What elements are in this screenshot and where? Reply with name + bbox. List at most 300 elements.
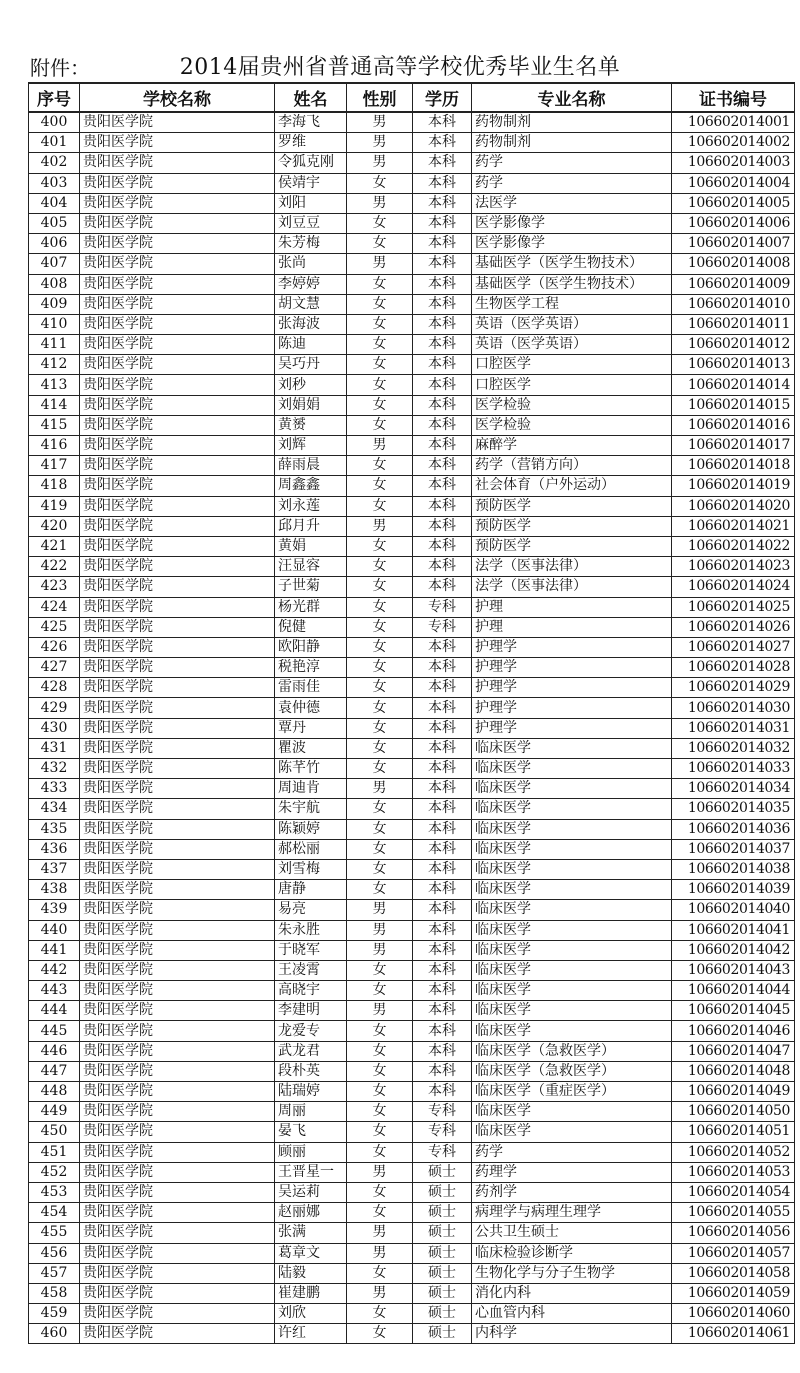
degree-cell: 本科 xyxy=(413,112,472,133)
index-cell: 413 xyxy=(29,375,80,395)
major-cell: 护理学 xyxy=(472,637,672,657)
name-cell: 张满 xyxy=(275,1223,347,1243)
major-cell: 预防医学 xyxy=(472,516,672,536)
table-row xyxy=(29,1324,795,1344)
table-row xyxy=(29,597,795,617)
column-header-name: 姓名 xyxy=(275,83,347,112)
major-cell: 社会体育（户外运动） xyxy=(472,476,672,496)
degree-cell: 本科 xyxy=(413,1021,472,1041)
degree-cell: 本科 xyxy=(413,153,472,173)
index-cell: 455 xyxy=(29,1223,80,1243)
degree-cell: 本科 xyxy=(413,1061,472,1081)
index-cell: 402 xyxy=(29,153,80,173)
certificate-cell: 106602014008 xyxy=(672,254,795,274)
certificate-cell: 106602014028 xyxy=(672,658,795,678)
degree-cell: 本科 xyxy=(413,577,472,597)
gender-cell: 女 xyxy=(347,738,413,758)
certificate-cell: 106602014039 xyxy=(672,880,795,900)
index-cell: 439 xyxy=(29,900,80,920)
name-cell: 崔建鹏 xyxy=(275,1283,347,1303)
name-cell: 薛雨晨 xyxy=(275,456,347,476)
attachment-label: 附件： xyxy=(30,56,90,80)
school-cell: 贵阳医学院 xyxy=(80,981,275,1001)
school-cell: 贵阳医学院 xyxy=(80,1243,275,1263)
name-cell: 周丽 xyxy=(275,1102,347,1122)
major-cell: 临床医学 xyxy=(472,779,672,799)
major-cell: 临床医学 xyxy=(472,940,672,960)
certificate-cell: 106602014020 xyxy=(672,496,795,516)
index-cell: 424 xyxy=(29,597,80,617)
table-row xyxy=(29,1142,795,1162)
certificate-cell: 106602014053 xyxy=(672,1162,795,1182)
school-cell: 贵阳医学院 xyxy=(80,960,275,980)
certificate-cell: 106602014032 xyxy=(672,738,795,758)
name-cell: 侯靖宇 xyxy=(275,173,347,193)
major-cell: 法医学 xyxy=(472,193,672,213)
gender-cell: 女 xyxy=(347,1142,413,1162)
major-cell: 麻醉学 xyxy=(472,436,672,456)
certificate-cell: 106602014045 xyxy=(672,1001,795,1021)
gender-cell: 女 xyxy=(347,1263,413,1283)
certificate-cell: 106602014013 xyxy=(672,355,795,375)
school-cell: 贵阳医学院 xyxy=(80,557,275,577)
name-cell: 赵丽娜 xyxy=(275,1203,347,1223)
gender-cell: 女 xyxy=(347,839,413,859)
table-row xyxy=(29,557,795,577)
table-row xyxy=(29,819,795,839)
degree-cell: 硕士 xyxy=(413,1162,472,1182)
certificate-cell: 106602014043 xyxy=(672,960,795,980)
major-cell: 生物医学工程 xyxy=(472,294,672,314)
degree-cell: 本科 xyxy=(413,759,472,779)
table-row xyxy=(29,254,795,274)
school-cell: 贵阳医学院 xyxy=(80,940,275,960)
degree-cell: 本科 xyxy=(413,476,472,496)
table-body xyxy=(29,112,795,1344)
certificate-cell: 106602014057 xyxy=(672,1243,795,1263)
index-cell: 420 xyxy=(29,516,80,536)
major-cell: 预防医学 xyxy=(472,536,672,556)
index-cell: 459 xyxy=(29,1304,80,1324)
certificate-cell: 106602014052 xyxy=(672,1142,795,1162)
name-cell: 吴运莉 xyxy=(275,1182,347,1202)
degree-cell: 硕士 xyxy=(413,1324,472,1344)
school-cell: 贵阳医学院 xyxy=(80,920,275,940)
degree-cell: 本科 xyxy=(413,920,472,940)
column-header-major: 专业名称 xyxy=(472,83,672,112)
degree-cell: 专科 xyxy=(413,617,472,637)
table-row xyxy=(29,516,795,536)
gender-cell: 女 xyxy=(347,1182,413,1202)
column-header-certificate: 证书编号 xyxy=(672,83,795,112)
major-cell: 护理 xyxy=(472,617,672,637)
gender-cell: 女 xyxy=(347,1203,413,1223)
certificate-cell: 106602014061 xyxy=(672,1324,795,1344)
certificate-cell: 106602014007 xyxy=(672,234,795,254)
major-cell: 英语（医学英语） xyxy=(472,314,672,334)
index-cell: 451 xyxy=(29,1142,80,1162)
major-cell: 临床医学 xyxy=(472,880,672,900)
index-cell: 453 xyxy=(29,1182,80,1202)
page-title: 2014届贵州省普通高等学校优秀毕业生名单 xyxy=(179,55,621,80)
gender-cell: 女 xyxy=(347,718,413,738)
major-cell: 病理学与病理生理学 xyxy=(472,1203,672,1223)
school-cell: 贵阳医学院 xyxy=(80,436,275,456)
gender-cell: 女 xyxy=(347,859,413,879)
school-cell: 贵阳医学院 xyxy=(80,1324,275,1344)
name-cell: 刘阳 xyxy=(275,193,347,213)
table-row xyxy=(29,314,795,334)
name-cell: 张海波 xyxy=(275,314,347,334)
gender-cell: 女 xyxy=(347,476,413,496)
school-cell: 贵阳医学院 xyxy=(80,1041,275,1061)
certificate-cell: 106602014018 xyxy=(672,456,795,476)
school-cell: 贵阳医学院 xyxy=(80,1162,275,1182)
table-row xyxy=(29,960,795,980)
index-cell: 432 xyxy=(29,759,80,779)
index-cell: 421 xyxy=(29,536,80,556)
table-row xyxy=(29,1223,795,1243)
certificate-cell: 106602014001 xyxy=(672,112,795,133)
degree-cell: 硕士 xyxy=(413,1304,472,1324)
major-cell: 药剂学 xyxy=(472,1182,672,1202)
name-cell: 朱永胜 xyxy=(275,920,347,940)
table-row xyxy=(29,496,795,516)
certificate-cell: 106602014033 xyxy=(672,759,795,779)
school-cell: 贵阳医学院 xyxy=(80,173,275,193)
school-cell: 贵阳医学院 xyxy=(80,1263,275,1283)
table-row xyxy=(29,940,795,960)
degree-cell: 本科 xyxy=(413,314,472,334)
name-cell: 周迪肯 xyxy=(275,779,347,799)
degree-cell: 本科 xyxy=(413,133,472,153)
major-cell: 药学 xyxy=(472,173,672,193)
table-row xyxy=(29,759,795,779)
table-row xyxy=(29,1061,795,1081)
name-cell: 陈颖婷 xyxy=(275,819,347,839)
table-row xyxy=(29,456,795,476)
index-cell: 405 xyxy=(29,213,80,233)
certificate-cell: 106602014016 xyxy=(672,415,795,435)
name-cell: 汪显容 xyxy=(275,557,347,577)
name-cell: 李建明 xyxy=(275,1001,347,1021)
gender-cell: 男 xyxy=(347,153,413,173)
gender-cell: 女 xyxy=(347,597,413,617)
name-cell: 陈迪 xyxy=(275,335,347,355)
table-header-row xyxy=(29,83,795,112)
name-cell: 邱月升 xyxy=(275,516,347,536)
major-cell: 消化内科 xyxy=(472,1283,672,1303)
index-cell: 452 xyxy=(29,1162,80,1182)
degree-cell: 本科 xyxy=(413,981,472,1001)
major-cell: 护理学 xyxy=(472,698,672,718)
index-cell: 408 xyxy=(29,274,80,294)
school-cell: 贵阳医学院 xyxy=(80,516,275,536)
gender-cell: 女 xyxy=(347,1041,413,1061)
gender-cell: 女 xyxy=(347,1102,413,1122)
degree-cell: 专科 xyxy=(413,1142,472,1162)
school-cell: 贵阳医学院 xyxy=(80,355,275,375)
table-row xyxy=(29,1041,795,1061)
gender-cell: 男 xyxy=(347,133,413,153)
major-cell: 药物制剂 xyxy=(472,133,672,153)
school-cell: 贵阳医学院 xyxy=(80,415,275,435)
degree-cell: 专科 xyxy=(413,597,472,617)
certificate-cell: 106602014036 xyxy=(672,819,795,839)
name-cell: 龙爱专 xyxy=(275,1021,347,1041)
certificate-cell: 106602014058 xyxy=(672,1263,795,1283)
degree-cell: 本科 xyxy=(413,779,472,799)
gender-cell: 女 xyxy=(347,637,413,657)
school-cell: 贵阳医学院 xyxy=(80,375,275,395)
certificate-cell: 106602014027 xyxy=(672,637,795,657)
table-row xyxy=(29,738,795,758)
school-cell: 贵阳医学院 xyxy=(80,637,275,657)
degree-cell: 本科 xyxy=(413,819,472,839)
index-cell: 417 xyxy=(29,456,80,476)
gender-cell: 女 xyxy=(347,355,413,375)
column-header-gender: 性别 xyxy=(347,83,413,112)
graduate-table xyxy=(28,82,795,1344)
degree-cell: 本科 xyxy=(413,557,472,577)
table-row xyxy=(29,536,795,556)
index-cell: 445 xyxy=(29,1021,80,1041)
index-cell: 428 xyxy=(29,678,80,698)
gender-cell: 男 xyxy=(347,254,413,274)
table-row xyxy=(29,234,795,254)
school-cell: 贵阳医学院 xyxy=(80,658,275,678)
index-cell: 460 xyxy=(29,1324,80,1344)
major-cell: 生物化学与分子生物学 xyxy=(472,1263,672,1283)
table-row xyxy=(29,577,795,597)
major-cell: 药理学 xyxy=(472,1162,672,1182)
gender-cell: 女 xyxy=(347,678,413,698)
table-row xyxy=(29,1122,795,1142)
certificate-cell: 106602014059 xyxy=(672,1283,795,1303)
certificate-cell: 106602014056 xyxy=(672,1223,795,1243)
certificate-cell: 106602014005 xyxy=(672,193,795,213)
name-cell: 胡文慧 xyxy=(275,294,347,314)
index-cell: 406 xyxy=(29,234,80,254)
certificate-cell: 106602014047 xyxy=(672,1041,795,1061)
table-row xyxy=(29,1263,795,1283)
name-cell: 黄赟 xyxy=(275,415,347,435)
table-row xyxy=(29,1203,795,1223)
degree-cell: 本科 xyxy=(413,960,472,980)
certificate-cell: 106602014029 xyxy=(672,678,795,698)
table-row xyxy=(29,1243,795,1263)
certificate-cell: 106602014026 xyxy=(672,617,795,637)
school-cell: 贵阳医学院 xyxy=(80,254,275,274)
index-cell: 400 xyxy=(29,112,80,133)
school-cell: 贵阳医学院 xyxy=(80,799,275,819)
school-cell: 贵阳医学院 xyxy=(80,698,275,718)
index-cell: 436 xyxy=(29,839,80,859)
certificate-cell: 106602014041 xyxy=(672,920,795,940)
gender-cell: 女 xyxy=(347,819,413,839)
major-cell: 临床医学 xyxy=(472,900,672,920)
name-cell: 黄娟 xyxy=(275,536,347,556)
school-cell: 贵阳医学院 xyxy=(80,395,275,415)
name-cell: 令狐克刚 xyxy=(275,153,347,173)
major-cell: 临床医学（急救医学） xyxy=(472,1061,672,1081)
major-cell: 临床医学 xyxy=(472,1021,672,1041)
index-cell: 447 xyxy=(29,1061,80,1081)
degree-cell: 本科 xyxy=(413,1001,472,1021)
index-cell: 450 xyxy=(29,1122,80,1142)
certificate-cell: 106602014004 xyxy=(672,173,795,193)
certificate-cell: 106602014023 xyxy=(672,557,795,577)
index-cell: 442 xyxy=(29,960,80,980)
degree-cell: 本科 xyxy=(413,839,472,859)
school-cell: 贵阳医学院 xyxy=(80,234,275,254)
major-cell: 药物制剂 xyxy=(472,112,672,133)
name-cell: 唐静 xyxy=(275,880,347,900)
major-cell: 临床检验诊断学 xyxy=(472,1243,672,1263)
gender-cell: 女 xyxy=(347,234,413,254)
certificate-cell: 106602014014 xyxy=(672,375,795,395)
school-cell: 贵阳医学院 xyxy=(80,456,275,476)
school-cell: 贵阳医学院 xyxy=(80,1021,275,1041)
table-row xyxy=(29,415,795,435)
major-cell: 医学检验 xyxy=(472,415,672,435)
major-cell: 法学（医事法律） xyxy=(472,577,672,597)
school-cell: 贵阳医学院 xyxy=(80,213,275,233)
degree-cell: 本科 xyxy=(413,234,472,254)
degree-cell: 本科 xyxy=(413,496,472,516)
major-cell: 医学影像学 xyxy=(472,213,672,233)
school-cell: 贵阳医学院 xyxy=(80,900,275,920)
gender-cell: 男 xyxy=(347,1162,413,1182)
certificate-cell: 106602014038 xyxy=(672,859,795,879)
major-cell: 临床医学（重症医学） xyxy=(472,1082,672,1102)
degree-cell: 本科 xyxy=(413,940,472,960)
table-row xyxy=(29,698,795,718)
gender-cell: 女 xyxy=(347,274,413,294)
gender-cell: 女 xyxy=(347,880,413,900)
table-row xyxy=(29,981,795,1001)
school-cell: 贵阳医学院 xyxy=(80,294,275,314)
table-row xyxy=(29,112,795,133)
major-cell: 临床医学 xyxy=(472,920,672,940)
name-cell: 许红 xyxy=(275,1324,347,1344)
degree-cell: 本科 xyxy=(413,658,472,678)
name-cell: 陈芊竹 xyxy=(275,759,347,779)
school-cell: 贵阳医学院 xyxy=(80,496,275,516)
index-cell: 422 xyxy=(29,557,80,577)
index-cell: 448 xyxy=(29,1082,80,1102)
name-cell: 朱宇航 xyxy=(275,799,347,819)
certificate-cell: 106602014017 xyxy=(672,436,795,456)
index-cell: 429 xyxy=(29,698,80,718)
degree-cell: 本科 xyxy=(413,718,472,738)
school-cell: 贵阳医学院 xyxy=(80,1223,275,1243)
gender-cell: 男 xyxy=(347,920,413,940)
name-cell: 王晋星一 xyxy=(275,1162,347,1182)
degree-cell: 硕士 xyxy=(413,1223,472,1243)
degree-cell: 本科 xyxy=(413,213,472,233)
degree-cell: 本科 xyxy=(413,859,472,879)
gender-cell: 女 xyxy=(347,617,413,637)
table-row xyxy=(29,133,795,153)
index-cell: 427 xyxy=(29,658,80,678)
name-cell: 张尚 xyxy=(275,254,347,274)
school-cell: 贵阳医学院 xyxy=(80,779,275,799)
index-cell: 438 xyxy=(29,880,80,900)
index-cell: 403 xyxy=(29,173,80,193)
index-cell: 414 xyxy=(29,395,80,415)
certificate-cell: 106602014015 xyxy=(672,395,795,415)
gender-cell: 男 xyxy=(347,779,413,799)
table-row xyxy=(29,1304,795,1324)
table-row xyxy=(29,1102,795,1122)
certificate-cell: 106602014055 xyxy=(672,1203,795,1223)
degree-cell: 本科 xyxy=(413,880,472,900)
certificate-cell: 106602014009 xyxy=(672,274,795,294)
table-row xyxy=(29,213,795,233)
certificate-cell: 106602014025 xyxy=(672,597,795,617)
gender-cell: 男 xyxy=(347,436,413,456)
name-cell: 刘娟娟 xyxy=(275,395,347,415)
index-cell: 457 xyxy=(29,1263,80,1283)
index-cell: 416 xyxy=(29,436,80,456)
index-cell: 435 xyxy=(29,819,80,839)
school-cell: 贵阳医学院 xyxy=(80,1082,275,1102)
index-cell: 433 xyxy=(29,779,80,799)
index-cell: 444 xyxy=(29,1001,80,1021)
name-cell: 顾丽 xyxy=(275,1142,347,1162)
gender-cell: 女 xyxy=(347,1324,413,1344)
certificate-cell: 106602014010 xyxy=(672,294,795,314)
major-cell: 药学（营销方向） xyxy=(472,456,672,476)
major-cell: 药学 xyxy=(472,153,672,173)
name-cell: 刘雪梅 xyxy=(275,859,347,879)
certificate-cell: 106602014030 xyxy=(672,698,795,718)
certificate-cell: 106602014054 xyxy=(672,1182,795,1202)
table-row xyxy=(29,476,795,496)
name-cell: 子世菊 xyxy=(275,577,347,597)
name-cell: 郝松丽 xyxy=(275,839,347,859)
gender-cell: 男 xyxy=(347,1223,413,1243)
table-row xyxy=(29,1182,795,1202)
major-cell: 临床医学 xyxy=(472,1001,672,1021)
name-cell: 朱芳梅 xyxy=(275,234,347,254)
major-cell: 法学（医事法律） xyxy=(472,557,672,577)
degree-cell: 本科 xyxy=(413,395,472,415)
school-cell: 贵阳医学院 xyxy=(80,577,275,597)
name-cell: 杨光群 xyxy=(275,597,347,617)
gender-cell: 女 xyxy=(347,213,413,233)
table-row xyxy=(29,799,795,819)
table-row xyxy=(29,395,795,415)
gender-cell: 女 xyxy=(347,415,413,435)
school-cell: 贵阳医学院 xyxy=(80,1283,275,1303)
degree-cell: 硕士 xyxy=(413,1263,472,1283)
major-cell: 临床医学（急救医学） xyxy=(472,1041,672,1061)
index-cell: 423 xyxy=(29,577,80,597)
name-cell: 葛章文 xyxy=(275,1243,347,1263)
school-cell: 贵阳医学院 xyxy=(80,193,275,213)
name-cell: 罗维 xyxy=(275,133,347,153)
gender-cell: 女 xyxy=(347,1304,413,1324)
name-cell: 段朴英 xyxy=(275,1061,347,1081)
major-cell: 口腔医学 xyxy=(472,375,672,395)
table-row xyxy=(29,779,795,799)
name-cell: 于晓军 xyxy=(275,940,347,960)
degree-cell: 本科 xyxy=(413,436,472,456)
certificate-cell: 106602014012 xyxy=(672,335,795,355)
gender-cell: 女 xyxy=(347,173,413,193)
